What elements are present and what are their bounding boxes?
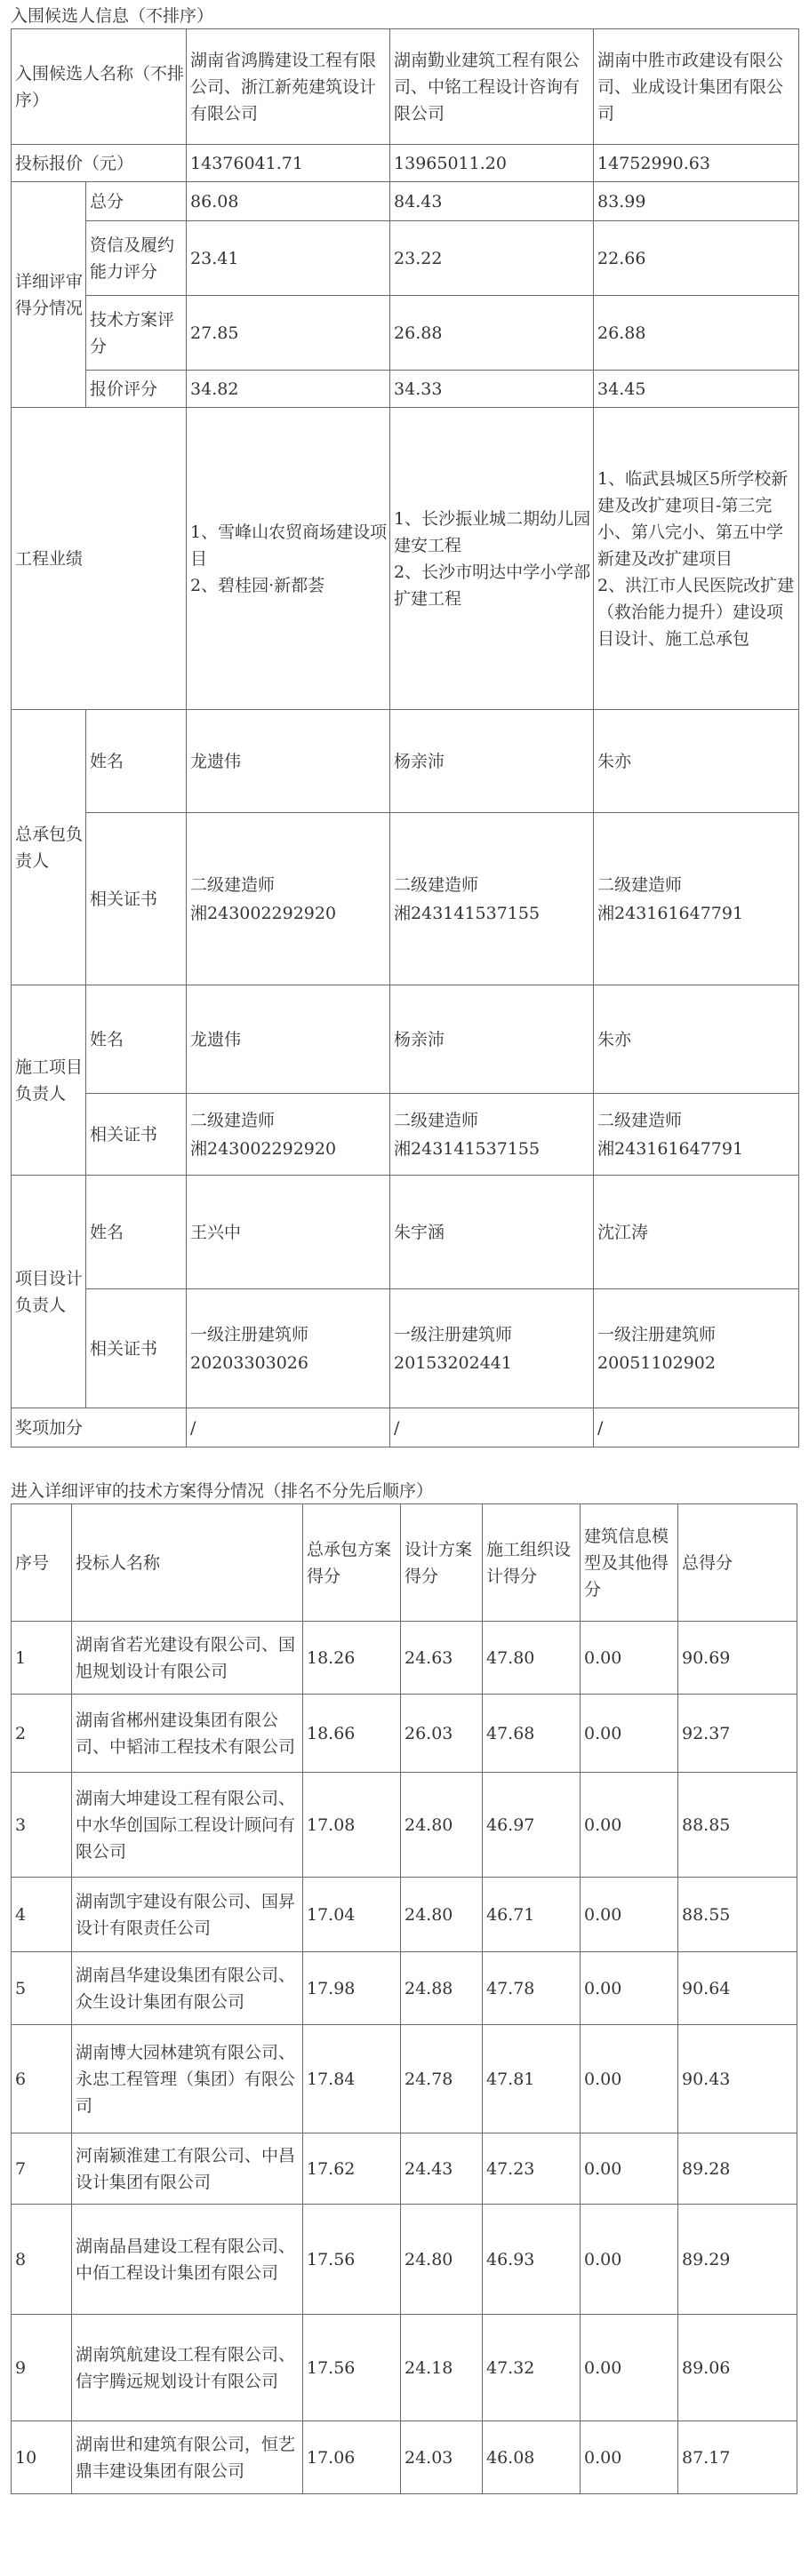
cell-general-contract: 17.84 xyxy=(303,2025,401,2133)
qualification-score-3: 22.66 xyxy=(594,221,799,296)
cell-construction: 47.68 xyxy=(483,1695,581,1773)
section2-title: 进入详细评审的技术方案得分情况（排名不分先后顺序） xyxy=(11,1481,434,1501)
cell-total: 90.64 xyxy=(678,1952,797,2025)
cell-total: 88.85 xyxy=(678,1773,797,1878)
performance-1: 1、雪峰山农贸商场建设项目 2、碧桂园·新都荟 xyxy=(187,408,390,710)
total-score-1: 86.08 xyxy=(187,182,390,221)
cell-bidder: 湖南凯宇建设有限公司、国昇设计有限责任公司 xyxy=(72,1878,303,1952)
bid-price-label: 投标报价（元） xyxy=(12,145,187,182)
gc-cert-label: 相关证书 xyxy=(86,813,187,985)
header-index: 序号 xyxy=(12,1504,72,1622)
table-row xyxy=(12,2315,797,2421)
table-row xyxy=(12,1878,797,1952)
gc-name-1: 龙遗伟 xyxy=(187,710,390,813)
cell-bidder: 湖南博大园林建筑有限公司、永忠工程管理（集团）有限公司 xyxy=(72,2025,303,2133)
cell-index: 9 xyxy=(12,2315,72,2421)
cell-bim: 0.00 xyxy=(581,2133,678,2205)
price-score-3: 34.45 xyxy=(594,371,799,408)
table-row xyxy=(12,2421,797,2494)
con-cert-2: 二级建造师 湘243141537155 xyxy=(390,1094,594,1176)
cell-design: 24.63 xyxy=(401,1622,483,1695)
cell-bim: 0.00 xyxy=(581,1622,678,1695)
bonus-label: 奖项加分 xyxy=(12,1408,187,1448)
candidate-name-3: 湖南中胜市政建设有限公司、业成设计集团有限公司 xyxy=(594,29,799,145)
technical-label: 技术方案评分 xyxy=(86,296,187,371)
con-name-3: 朱亦 xyxy=(594,985,799,1094)
cell-design: 24.03 xyxy=(401,2421,483,2494)
cell-bidder: 湖南晶昌建设工程有限公司、中佰工程设计集团有限公司 xyxy=(72,2205,303,2315)
cell-bim: 0.00 xyxy=(581,2421,678,2494)
table-row xyxy=(12,1952,797,2025)
gc-name-label: 姓名 xyxy=(86,710,187,813)
score-group-label: 详细评审得分情况 xyxy=(12,182,86,408)
cell-index: 6 xyxy=(12,2025,72,2133)
gc-name-2: 杨亲沛 xyxy=(390,710,594,813)
price-score-label: 报价评分 xyxy=(86,371,187,408)
header-bim: 建筑信息模型及其他得分 xyxy=(581,1504,678,1622)
con-cert-label: 相关证书 xyxy=(86,1094,187,1176)
con-cert-1: 二级建造师 湘243002292920 xyxy=(187,1094,390,1176)
table-row xyxy=(12,2133,797,2205)
cell-construction: 46.97 xyxy=(483,1773,581,1878)
des-cert-2: 一级注册建筑师 20153202441 xyxy=(390,1289,594,1408)
cell-bidder: 湖南世和建筑有限公司，恒艺鼎丰建设集团有限公司 xyxy=(72,2421,303,2494)
cell-index: 2 xyxy=(12,1695,72,1773)
cell-general-contract: 17.98 xyxy=(303,1952,401,2025)
construction-label: 施工项目负责人 xyxy=(12,985,86,1176)
technical-score-1: 27.85 xyxy=(187,296,390,371)
performance-3: 1、临武县城区5所学校新建及改扩建项目-第三完小、第八完小、第五中学新建及改扩建项目 2、洪江市人民医院改扩建（救治能力提升）建设项目设计、施工总承包 xyxy=(594,408,799,710)
table-row xyxy=(12,1695,797,1773)
gc-name-3: 朱亦 xyxy=(594,710,799,813)
table-row xyxy=(12,2205,797,2315)
cell-bim: 0.00 xyxy=(581,2205,678,2315)
table-row xyxy=(12,1773,797,1878)
candidates-label: 入围候选人名称（不排序） xyxy=(12,29,187,145)
con-cert-3: 二级建造师 湘243161647791 xyxy=(594,1094,799,1176)
cell-construction: 47.32 xyxy=(483,2315,581,2421)
cell-bidder: 湖南省若光建设有限公司、国旭规划设计有限公司 xyxy=(72,1622,303,1695)
cell-total: 89.28 xyxy=(678,2133,797,2205)
cell-total: 89.29 xyxy=(678,2205,797,2315)
bonus-1: / xyxy=(187,1408,390,1448)
cell-bim: 0.00 xyxy=(581,2025,678,2133)
performance-label: 工程业绩 xyxy=(12,408,187,710)
total-score-label: 总分 xyxy=(86,182,187,221)
technical-score-3: 26.88 xyxy=(594,296,799,371)
header-total: 总得分 xyxy=(678,1504,797,1622)
cell-bidder: 湖南大坤建设工程有限公司、中水华创国际工程设计顾问有限公司 xyxy=(72,1773,303,1878)
cell-general-contract: 17.06 xyxy=(303,2421,401,2494)
general-contract-label: 总承包负责人 xyxy=(12,710,86,985)
cell-design: 24.88 xyxy=(401,1952,483,2025)
performance-2: 1、长沙振业城二期幼儿园建安工程 2、长沙市明达中学小学部扩建工程 xyxy=(390,408,594,710)
cell-general-contract: 17.56 xyxy=(303,2205,401,2315)
cell-general-contract: 18.26 xyxy=(303,1622,401,1695)
section1-title: 入围候选人信息（不排序） xyxy=(11,6,214,26)
cell-construction: 47.81 xyxy=(483,2025,581,2133)
cell-total: 89.06 xyxy=(678,2315,797,2421)
bonus-3: / xyxy=(594,1408,799,1448)
cell-index: 4 xyxy=(12,1878,72,1952)
header-design: 设计方案得分 xyxy=(401,1504,483,1622)
cell-total: 87.17 xyxy=(678,2421,797,2494)
des-cert-label: 相关证书 xyxy=(86,1289,187,1408)
des-name-2: 朱宇涵 xyxy=(390,1176,594,1289)
cell-bim: 0.00 xyxy=(581,2315,678,2421)
cell-design: 24.80 xyxy=(401,1878,483,1952)
des-name-label: 姓名 xyxy=(86,1176,187,1289)
cell-design: 24.80 xyxy=(401,1773,483,1878)
cell-index: 5 xyxy=(12,1952,72,2025)
candidate-name-1: 湖南省鸿腾建设工程有限公司、浙江新苑建筑设计有限公司 xyxy=(187,29,390,145)
cell-design: 24.78 xyxy=(401,2025,483,2133)
cell-general-contract: 18.66 xyxy=(303,1695,401,1773)
cell-construction: 46.08 xyxy=(483,2421,581,2494)
des-cert-3: 一级注册建筑师 20051102902 xyxy=(594,1289,799,1408)
gc-cert-1: 二级建造师 湘243002292920 xyxy=(187,813,390,985)
cell-bidder: 湖南昌华建设集团有限公司、众生设计集团有限公司 xyxy=(72,1952,303,2025)
gc-cert-2: 二级建造师 湘243141537155 xyxy=(390,813,594,985)
candidate-info-table xyxy=(11,28,799,1448)
bid-price-1: 14376041.71 xyxy=(187,145,390,182)
qualification-score-1: 23.41 xyxy=(187,221,390,296)
cell-index: 1 xyxy=(12,1622,72,1695)
cell-construction: 47.80 xyxy=(483,1622,581,1695)
header-bidder: 投标人名称 xyxy=(72,1504,303,1622)
cell-bidder: 河南颍淮建工有限公司、中昌设计集团有限公司 xyxy=(72,2133,303,2205)
cell-bim: 0.00 xyxy=(581,1695,678,1773)
score-rows xyxy=(12,1622,797,2494)
cell-bidder: 湖南筑航建设工程有限公司、信宇腾远规划设计有限公司 xyxy=(72,2315,303,2421)
cell-index: 8 xyxy=(12,2205,72,2315)
cell-construction: 47.23 xyxy=(483,2133,581,2205)
cell-general-contract: 17.08 xyxy=(303,1773,401,1878)
header-general-contract: 总承包方案得分 xyxy=(303,1504,401,1622)
cell-general-contract: 17.04 xyxy=(303,1878,401,1952)
qualification-label: 资信及履约能力评分 xyxy=(86,221,187,296)
bid-price-2: 13965011.20 xyxy=(390,145,594,182)
cell-design: 24.43 xyxy=(401,2133,483,2205)
cell-construction: 46.71 xyxy=(483,1878,581,1952)
des-name-3: 沈江涛 xyxy=(594,1176,799,1289)
bonus-2: / xyxy=(390,1408,594,1448)
con-name-2: 杨亲沛 xyxy=(390,985,594,1094)
con-name-label: 姓名 xyxy=(86,985,187,1094)
cell-construction: 47.78 xyxy=(483,1952,581,2025)
cell-bim: 0.00 xyxy=(581,1952,678,2025)
cell-index: 3 xyxy=(12,1773,72,1878)
table-row xyxy=(12,1622,797,1695)
cell-bim: 0.00 xyxy=(581,1878,678,1952)
cell-general-contract: 17.56 xyxy=(303,2315,401,2421)
cell-general-contract: 17.62 xyxy=(303,2133,401,2205)
candidate-name-2: 湖南勤业建筑工程有限公司、中铭工程设计咨询有限公司 xyxy=(390,29,594,145)
cell-bidder: 湖南省郴州建设集团有限公司、中韬沛工程技术有限公司 xyxy=(72,1695,303,1773)
price-score-2: 34.33 xyxy=(390,371,594,408)
cell-total: 92.37 xyxy=(678,1695,797,1773)
table-row xyxy=(12,2025,797,2133)
design-label: 项目设计负责人 xyxy=(12,1176,86,1408)
cell-index: 10 xyxy=(12,2421,72,2494)
cell-total: 90.69 xyxy=(678,1622,797,1695)
cell-design: 24.80 xyxy=(401,2205,483,2315)
des-name-1: 王兴中 xyxy=(187,1176,390,1289)
cell-design: 26.03 xyxy=(401,1695,483,1773)
price-score-1: 34.82 xyxy=(187,371,390,408)
technical-score-2: 26.88 xyxy=(390,296,594,371)
header-construction: 施工组织设计得分 xyxy=(483,1504,581,1622)
technical-score-table xyxy=(11,1503,797,2494)
bid-price-3: 14752990.63 xyxy=(594,145,799,182)
con-name-1: 龙遗伟 xyxy=(187,985,390,1094)
cell-total: 88.55 xyxy=(678,1878,797,1952)
total-score-3: 83.99 xyxy=(594,182,799,221)
gc-cert-3: 二级建造师 湘243161647791 xyxy=(594,813,799,985)
cell-design: 24.18 xyxy=(401,2315,483,2421)
total-score-2: 84.43 xyxy=(390,182,594,221)
cell-index: 7 xyxy=(12,2133,72,2205)
cell-total: 90.43 xyxy=(678,2025,797,2133)
qualification-score-2: 23.22 xyxy=(390,221,594,296)
cell-construction: 46.93 xyxy=(483,2205,581,2315)
cell-bim: 0.00 xyxy=(581,1773,678,1878)
des-cert-1: 一级注册建筑师 20203303026 xyxy=(187,1289,390,1408)
